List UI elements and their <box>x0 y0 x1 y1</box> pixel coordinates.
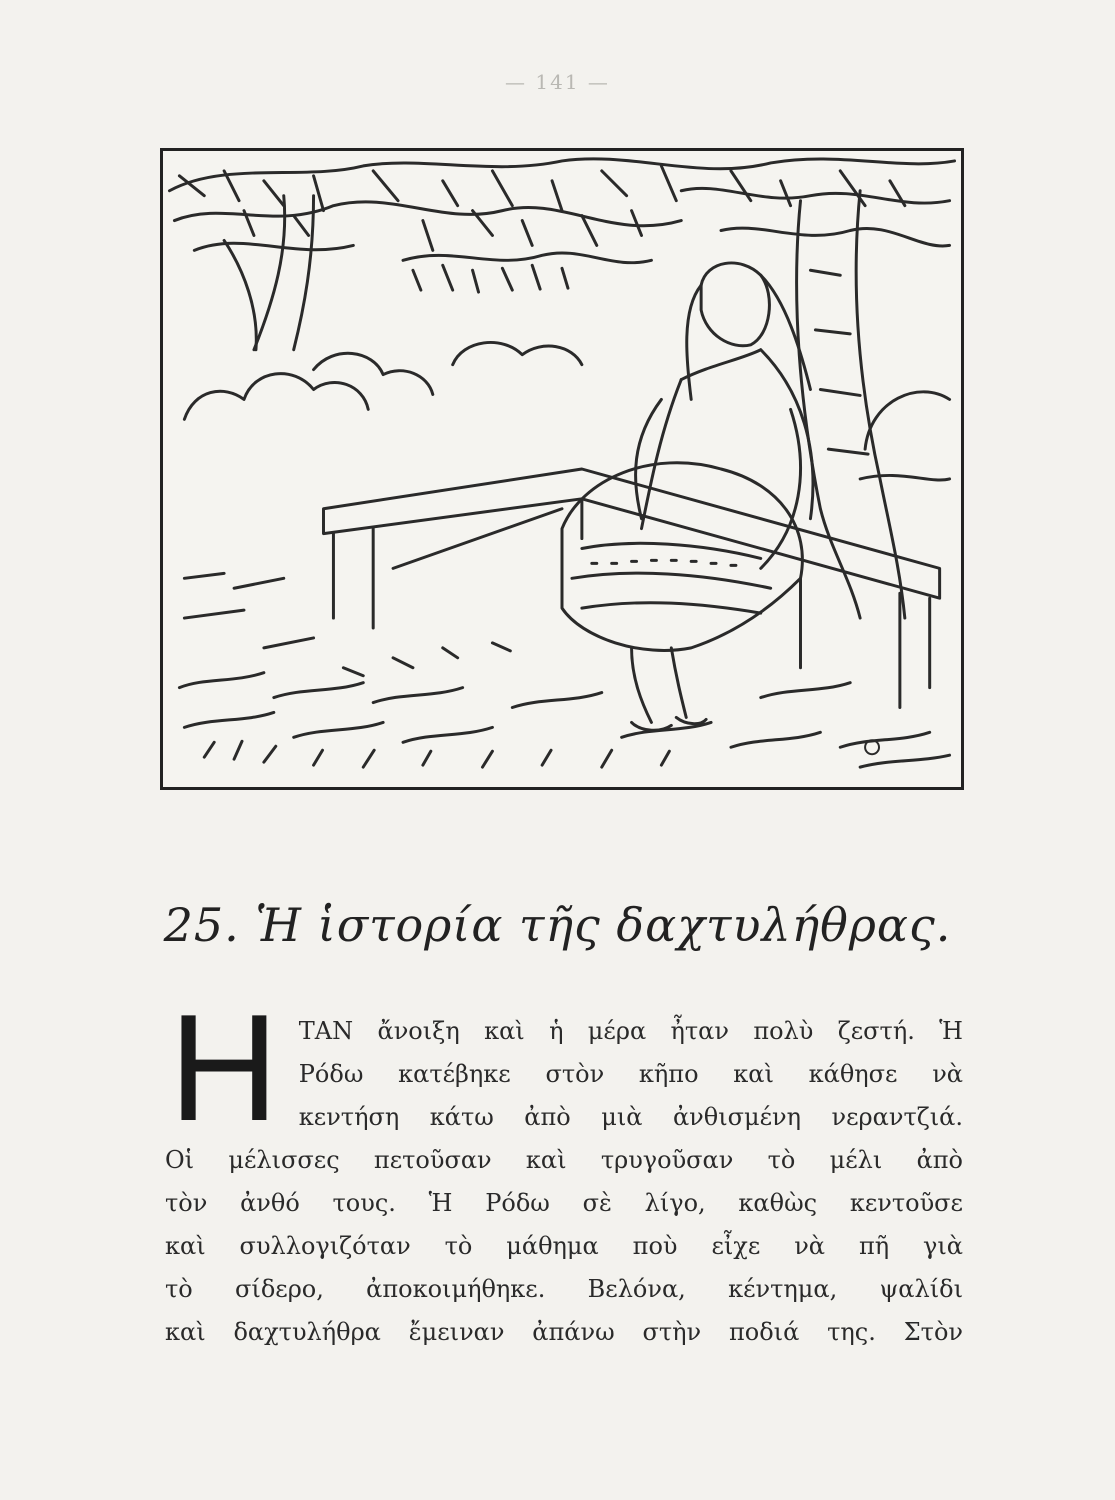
girl-head <box>701 263 769 346</box>
text-line: Ρόδω κατέβηκε στὸν κῆπο καὶ κάθησε νὰ <box>298 1060 963 1088</box>
text-line: ΤΑΝ ἄνοιξη καὶ ἡ μέρα ἦταν πολὺ ζεστή. Ἡ <box>298 1017 963 1045</box>
grass <box>179 573 949 767</box>
left-tree-trunk <box>254 196 314 350</box>
bush-right <box>865 392 949 449</box>
chapter-title: 25. Ἡ ἱστορία τῆς δαχτυλήθρας. <box>163 898 952 952</box>
page-number: — 141 — <box>505 70 610 94</box>
text-line: τὸ σίδερο, ἀποκοιμήθηκε. Βελόνα, κέντημα, ψαλίδι <box>165 1275 963 1303</box>
text-line: τὸν ἀνθό τους. Ἡ Ρόδω σὲ λίγο, καθὼς κεντοῦσε <box>165 1189 963 1217</box>
right-tree-trunk <box>797 201 861 618</box>
text-line: καὶ συλλογιζόταν τὸ μάθημα ποὺ εἶχε νὰ πῆ γιὰ <box>165 1232 963 1260</box>
drop-cap: Η <box>169 983 279 1153</box>
text-line: Οἱ μέλισσες πετοῦσαν καὶ τρυγοῦσαν τὸ μέλι ἀπὸ <box>165 1146 963 1174</box>
bush-left <box>184 374 368 420</box>
girl-legs <box>632 648 687 723</box>
text-line: καὶ δαχτυλήθρα ἔμειναν ἀπάνω στὴν ποδιά της. Στὸν <box>165 1318 963 1346</box>
girl-vest <box>642 350 813 529</box>
woodcut-drawing <box>163 151 961 787</box>
girl-skirt <box>562 463 802 651</box>
text-line: κεντήση κάτω ἀπὸ μιὰ ἀνθισμένη νεραντζιά. <box>298 1103 963 1131</box>
foliage <box>169 159 954 191</box>
illustration-girl-sleeping-on-bench <box>160 148 964 790</box>
story-text <box>165 983 963 1354</box>
